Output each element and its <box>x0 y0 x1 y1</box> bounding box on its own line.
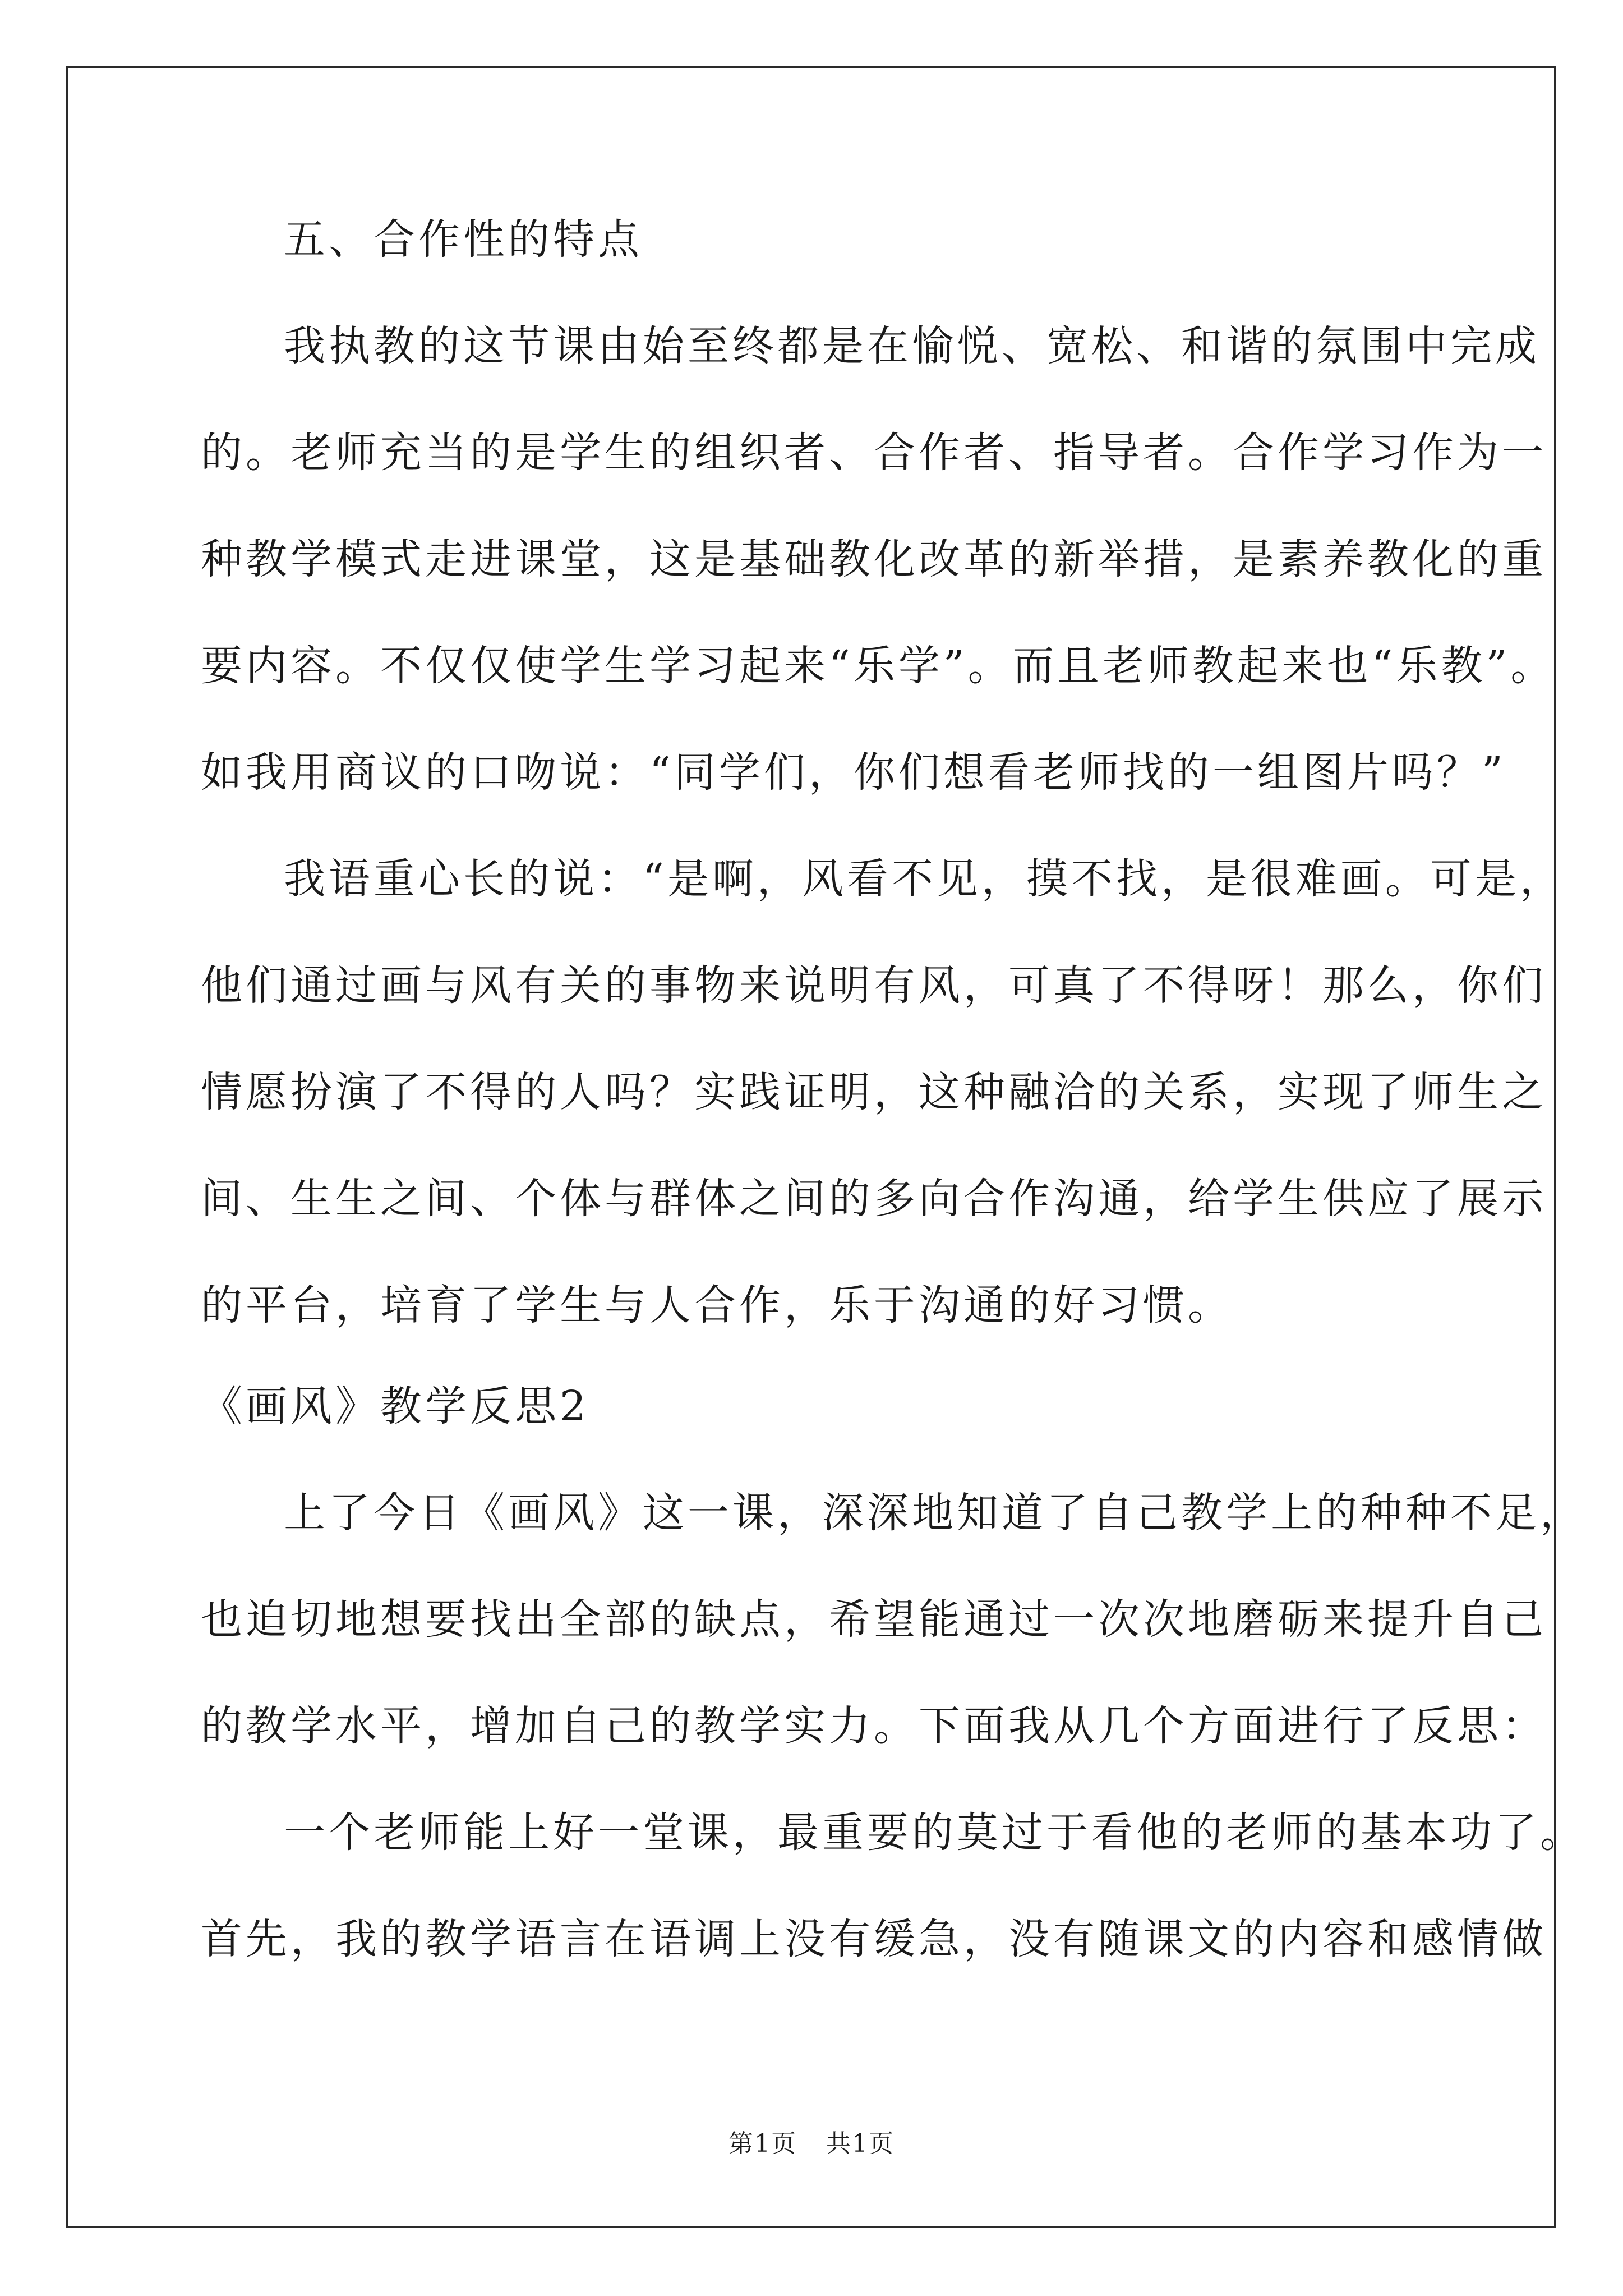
paragraph-line: 我语重心长的说：“是啊，风看不见，摸不找，是很难画。可是， <box>284 855 1565 903</box>
paragraph-line: 首先，我的教学语言在语调上没有缓急，没有随课文的内容和感情做 <box>201 1915 1547 1963</box>
page-border <box>66 66 1556 2228</box>
paragraph-line: 上了今日《画风》这一课，深深地知道了自己教学上的种种不足， <box>284 1489 1585 1537</box>
paragraph-line: 我执教的这节课由始至终都是在愉悦、宽松、和谐的氛围中完成 <box>284 322 1540 370</box>
paragraph-line: 的平台，培育了学生与人合作，乐于沟通的好习惯。 <box>201 1281 1233 1329</box>
paragraph-line: 情愿扮演了不得的人吗？实践证明，这种融洽的关系，实现了师生之 <box>201 1068 1547 1116</box>
paragraph-line: 间、生生之间、个体与群体之间的多向合作沟通，给学生供应了展示 <box>201 1175 1547 1223</box>
paragraph-line: 也迫切地想要找出全部的缺点，希望能通过一次次地磨砺来提升自己 <box>201 1595 1547 1644</box>
paragraph-line: 他们通过画与风有关的事物来说明有风，可真了不得呀！那么，你们 <box>201 961 1547 1010</box>
page-number: 第1页 <box>728 2129 797 2158</box>
paragraph-line: 一个老师能上好一堂课，最重要的莫过于看他的老师的基本功了。 <box>284 1809 1585 1857</box>
article-title: 《画风》教学反思2 <box>201 1382 590 1430</box>
paragraph-line: 的教学水平，增加自己的教学实力。下面我从几个方面进行了反思： <box>201 1702 1547 1750</box>
paragraph-line: 要内容。不仅仅使学生学习起来“乐学”。而且老师教起来也“乐教”。 <box>201 642 1556 690</box>
page-footer <box>0 2129 1623 2158</box>
paragraph-line: 如我用商议的口吻说：“同学们，你们想看老师找的一组图片吗？” <box>201 748 1506 797</box>
page-total: 共1页 <box>826 2129 895 2158</box>
paragraph-line: 种教学模式走进课堂，这是基础教化改革的新举措，是素养教化的重 <box>201 535 1547 583</box>
section-heading: 五、合作性的特点 <box>284 215 643 264</box>
paragraph-line: 的。老师充当的是学生的组织者、合作者、指导者。合作学习作为一 <box>201 429 1547 477</box>
